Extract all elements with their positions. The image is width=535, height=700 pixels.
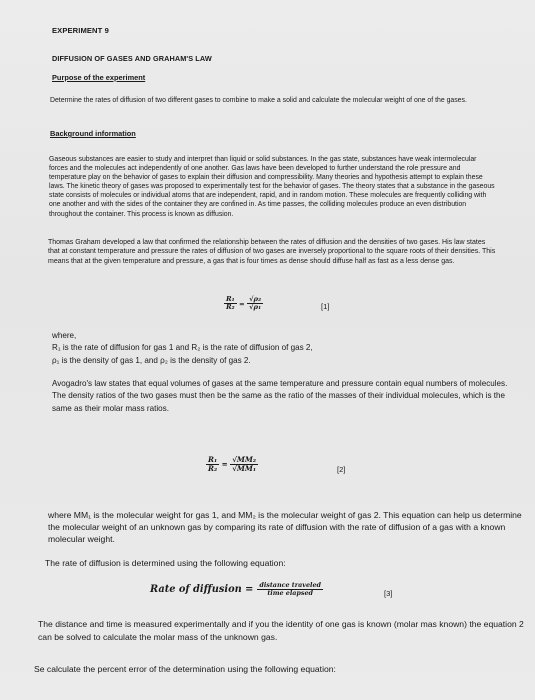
distance-paragraph: The distance and time is measured experimentally and if you the identity of one gas is known (molar mas known) the equation 2 can be solved to calculate the molar mass of the unknown gas. [38, 619, 524, 642]
molar-mass-paragraph: where MM₁ is the molecular weight for gas 1, and MM₂ is the molecular weight of gas 2. This equation can help us determine the molecular weight of an unknown gas by comparing its rate of diffusion with the rate of diffusion of a gas with a known molecular weight. [48, 510, 522, 545]
background-paragraph-1: Gaseous substances are easier to study and interpret than liquid or solid substances. In the gas state, substances have weak intermolecular forces and the molecules act independently of one another. Gas laws have been developed to further understand the role pressure and temperature play on the behavior of gases to explain their diffusion and compressibility. Many theories and hypothesis attempt to explain these laws. The kinetic theory of gases was proposed to experimentally test for the behavior of gases. The theory states that a substance in the gaseous state consists of molecules or individual atoms that are independent, rapid, and in random motion. These molecules are frequently colliding with one another and with the sides of the container they are confined in. As time passes, the colliding molecules produce an even distribution throughout the container. This process is known as diffusion. [49, 156, 495, 218]
equation-2-label: [2] [337, 465, 346, 474]
equation-1: $\frac{\text{R₁}}{\text{R₂}}$ = $\frac{\text{√ρ₂}}{\text{√ρ₁}}$ [226, 295, 262, 312]
eq3-lhs: Rate of diffusion = [150, 584, 254, 596]
document-subtitle: DIFFUSION OF GASES AND GRAHAM'S LAW [52, 54, 212, 63]
eq3-numerator: distance traveled [259, 581, 321, 589]
background-heading: Background information [50, 129, 136, 138]
eq1-rhs-denominator: √ρ₁ [249, 303, 262, 312]
background-paragraph-2: Thomas Graham developed a law that confirmed the relationship between the rates of diffusion and the densities of two gases. His law states that at constant temperature and pressure the rates of diffusion of two gases are inversely proportional to the square roots of their densities. This means that at the given temperature and pressure, a gas that is four times as dense should diffuse half as fast as a less dense gas. [48, 239, 496, 265]
where-line-1: R₁ is the rate of diffusion for gas 1 and R₂ is the rate of diffusion of gas 2, [52, 343, 313, 352]
eq1-lhs-denominator: R₂ [226, 303, 235, 312]
purpose-text: Determine the rates of diffusion of two different gases to combine to make a solid and calculate the molecular weight of one of the gases. [50, 97, 467, 104]
avogadro-paragraph: Avogadro's law states that equal volumes of gases at the same temperature and pressure contain equal numbers of molecules. The density ratios of the two gases must then be the same as the ratio of the masses of their individual molecules, which is the same as their molar mass ratios. [52, 379, 508, 413]
purpose-heading: Purpose of the experiment [52, 73, 146, 82]
where-label: where, [52, 331, 77, 340]
eq3-denominator: time elapsed [267, 589, 313, 598]
eq1-lhs-numerator: R₁ [226, 295, 235, 303]
where-line-2: ρ₁ is the density of gas 1, and ρ₂ is the density of gas 2. [52, 356, 251, 365]
eq1-rhs-numerator: √ρ₂ [249, 295, 262, 303]
eq2-rhs-denominator: √MM₁ [232, 463, 256, 473]
equation-1-label: [1] [321, 302, 330, 311]
eq2-rhs-numerator: √MM₂ [232, 455, 256, 464]
equation-2: $\frac{\text{R₁}}{\text{R₂}}$ = $\frac{\text{√MM₂}}{\text{√MM₁}}$ [208, 455, 256, 473]
percent-error-intro: Se calculate the percent error of the determination using the following equation: [34, 664, 336, 674]
experiment-title: EXPERIMENT 9 [52, 26, 109, 35]
eq2-lhs-denominator: R₂ [208, 463, 218, 473]
rate-intro: The rate of diffusion is determined using the following equation: [45, 558, 286, 568]
eq2-lhs-numerator: R₁ [208, 455, 218, 464]
equation-3 [150, 582, 323, 597]
equation-3-label: [3] [384, 589, 393, 598]
